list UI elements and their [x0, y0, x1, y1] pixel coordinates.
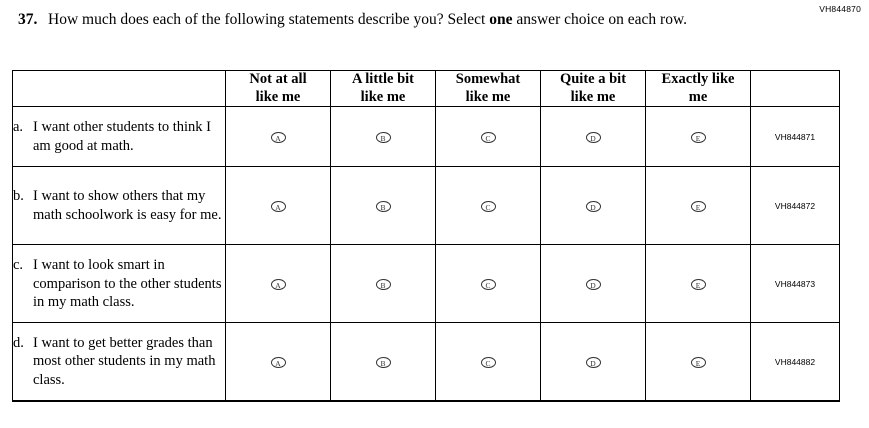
radio-bubble-b[interactable]: B: [376, 132, 391, 143]
column-header-line2: like me: [465, 88, 511, 105]
row-id-c: VH844873: [751, 245, 840, 323]
matrix-header-row: [13, 71, 840, 107]
column-header-line2: me: [688, 88, 708, 105]
question-text-part1: How much does each of the following statements describe you? Select: [48, 11, 490, 28]
stub-column-header: [13, 71, 226, 107]
radio-bubble-b[interactable]: B: [376, 201, 391, 212]
radio-d-exactly-like-me[interactable]: [646, 323, 751, 401]
row-stub-a: [13, 107, 226, 167]
column-header-somewhat-like-me: [436, 71, 541, 107]
column-header-line1: A little bit: [351, 71, 415, 87]
row-stub-d: [13, 323, 226, 401]
radio-b-not-at-all-like-me[interactable]: [226, 167, 331, 245]
radio-a-exactly-like-me[interactable]: [646, 107, 751, 167]
radio-bubble-d[interactable]: D: [586, 201, 601, 212]
item-id-header: VH844870: [819, 4, 861, 14]
radio-bubble-a[interactable]: A: [271, 201, 286, 212]
column-header-line2: like me: [360, 88, 406, 105]
id-column-header: [751, 71, 840, 107]
column-header-line1: Quite a bit: [559, 71, 627, 87]
row-stub-b: [13, 167, 226, 245]
question-text-part2: answer choice on each row.: [512, 11, 688, 28]
table-row: [13, 323, 840, 401]
response-matrix: [12, 70, 840, 402]
question-stem: [18, 10, 758, 30]
radio-bubble-e[interactable]: E: [691, 357, 706, 368]
radio-a-quite-a-bit-like-me[interactable]: [541, 107, 646, 167]
radio-bubble-e[interactable]: E: [691, 279, 706, 290]
radio-c-a-little-bit-like-me[interactable]: [331, 245, 436, 323]
column-header-exactly-like-me: [646, 71, 751, 107]
radio-c-exactly-like-me[interactable]: [646, 245, 751, 323]
table-row: [13, 245, 840, 323]
radio-bubble-b[interactable]: B: [376, 279, 391, 290]
radio-bubble-e[interactable]: E: [691, 132, 706, 143]
row-id-d: VH844882: [751, 323, 840, 401]
column-header-line2: like me: [570, 88, 616, 105]
question-text-emphasis: one: [489, 11, 513, 28]
row-letter: a.: [13, 119, 24, 136]
radio-c-not-at-all-like-me[interactable]: [226, 245, 331, 323]
radio-bubble-d[interactable]: D: [586, 279, 601, 290]
column-header-line1: Somewhat: [455, 71, 521, 87]
radio-a-not-at-all-like-me[interactable]: [226, 107, 331, 167]
column-header-a-little-bit-like-me: [331, 71, 436, 107]
row-label: I want other students to think I am good at math.: [33, 119, 212, 154]
radio-c-quite-a-bit-like-me[interactable]: [541, 245, 646, 323]
radio-d-a-little-bit-like-me[interactable]: [331, 323, 436, 401]
radio-d-not-at-all-like-me[interactable]: [226, 323, 331, 401]
column-header-line2: like me: [255, 88, 301, 105]
radio-bubble-a[interactable]: A: [271, 357, 286, 368]
row-letter: c.: [13, 257, 24, 274]
question-number: 37.: [18, 11, 38, 28]
radio-d-quite-a-bit-like-me[interactable]: [541, 323, 646, 401]
row-letter: b.: [13, 188, 24, 205]
row-label: I want to look smart in comparison to the other students in my math class.: [33, 257, 222, 311]
radio-bubble-a[interactable]: A: [271, 279, 286, 290]
row-stub-c: [13, 245, 226, 323]
column-header-quite-a-bit-like-me: [541, 71, 646, 107]
radio-b-a-little-bit-like-me[interactable]: [331, 167, 436, 245]
radio-bubble-e[interactable]: E: [691, 201, 706, 212]
column-header-line1: Not at all: [249, 71, 307, 87]
radio-bubble-c[interactable]: C: [481, 132, 496, 143]
radio-bubble-d[interactable]: D: [586, 132, 601, 143]
radio-d-somewhat-like-me[interactable]: [436, 323, 541, 401]
row-label: I want to get better grades than most other students in my math class.: [33, 335, 216, 388]
row-id-a: VH844871: [751, 107, 840, 167]
radio-a-a-little-bit-like-me[interactable]: [331, 107, 436, 167]
radio-c-somewhat-like-me[interactable]: [436, 245, 541, 323]
radio-b-somewhat-like-me[interactable]: [436, 167, 541, 245]
radio-bubble-c[interactable]: C: [481, 201, 496, 212]
table-row: [13, 167, 840, 245]
column-header-line1: Exactly like: [661, 71, 735, 87]
radio-bubble-a[interactable]: A: [271, 132, 286, 143]
row-letter: d.: [13, 335, 24, 352]
radio-bubble-d[interactable]: D: [586, 357, 601, 368]
table-row: [13, 107, 840, 167]
radio-bubble-c[interactable]: C: [481, 279, 496, 290]
radio-b-exactly-like-me[interactable]: [646, 167, 751, 245]
row-label: I want to show others that my math schoolwork is easy for me.: [33, 188, 222, 223]
row-id-b: VH844872: [751, 167, 840, 245]
question-text: [48, 10, 687, 30]
radio-bubble-b[interactable]: B: [376, 357, 391, 368]
column-header-not-at-all-like-me: [226, 71, 331, 107]
radio-a-somewhat-like-me[interactable]: [436, 107, 541, 167]
radio-bubble-c[interactable]: C: [481, 357, 496, 368]
radio-b-quite-a-bit-like-me[interactable]: [541, 167, 646, 245]
